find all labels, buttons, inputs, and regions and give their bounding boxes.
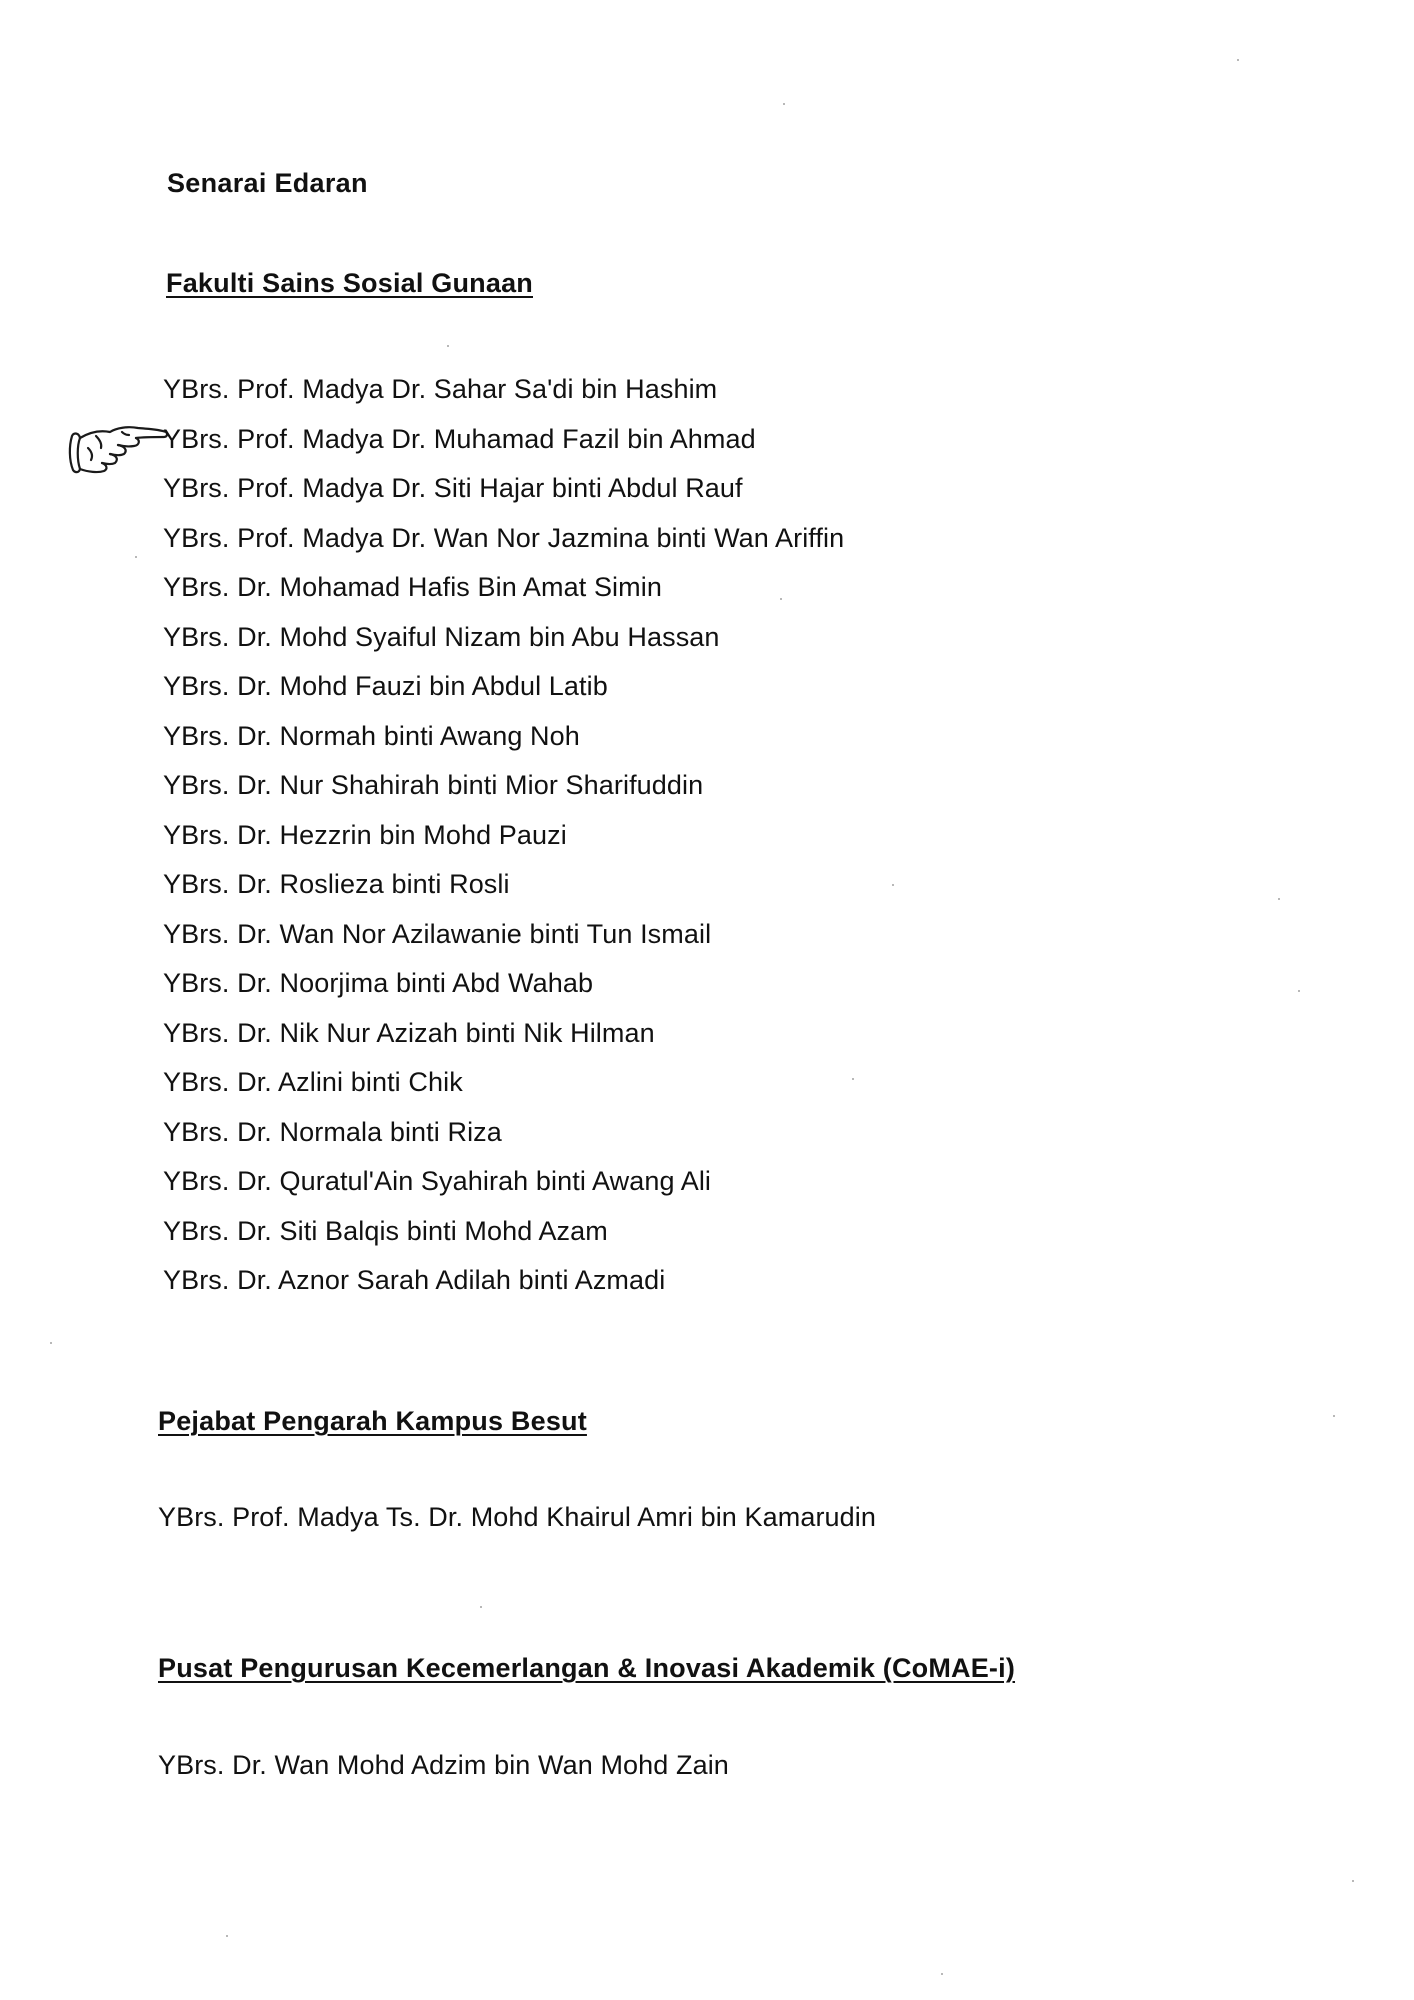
list-item: YBrs. Dr. Hezzrin bin Mohd Pauzi	[163, 819, 567, 850]
section-heading-fakulti: Fakulti Sains Sosial Gunaan	[166, 268, 533, 298]
list-item: YBrs. Dr. Mohamad Hafis Bin Amat Simin	[163, 572, 662, 602]
scan-speck	[892, 884, 894, 886]
list-item: YBrs. Dr. Wan Nor Azilawanie binti Tun Ismail	[163, 918, 712, 949]
scan-speck	[780, 598, 782, 600]
list-item: YBrs. Dr. Noorjima binti Abd Wahab	[163, 968, 594, 998]
scan-speck	[480, 1606, 482, 1608]
scan-speck	[1352, 1880, 1354, 1882]
list-item: YBrs. Dr. Normala binti Riza	[163, 1116, 502, 1147]
scan-speck	[1333, 1415, 1335, 1417]
list-item: YBrs. Dr. Wan Mohd Adzim bin Wan Mohd Zain	[158, 1750, 729, 1780]
pointing-hand-icon	[66, 420, 170, 482]
scan-speck	[1298, 990, 1300, 992]
scan-speck	[447, 345, 449, 347]
section-heading-pejabat: Pejabat Pengarah Kampus Besut	[158, 1406, 587, 1436]
list-item: YBrs. Dr. Mohd Fauzi bin Abdul Latib	[163, 671, 608, 701]
list-item: YBrs. Prof. Madya Dr. Siti Hajar binti Abdul Rauf	[163, 473, 743, 503]
list-item: YBrs. Dr. Nik Nur Azizah binti Nik Hilman	[163, 1017, 655, 1048]
scan-speck	[783, 103, 785, 105]
list-item: YBrs. Prof. Madya Dr. Wan Nor Jazmina binti Wan Ariffin	[163, 522, 845, 553]
list-item: YBrs. Dr. Mohd Syaiful Nizam bin Abu Hassan	[163, 621, 720, 652]
scan-speck	[1278, 898, 1280, 900]
scan-speck	[1237, 59, 1239, 61]
list-item: YBrs. Dr. Roslieza binti Rosli	[163, 869, 510, 899]
list-item: YBrs. Prof. Madya Dr. Muhamad Fazil bin Ahmad	[163, 423, 756, 454]
list-item: YBrs. Dr. Quratul'Ain Syahirah binti Awang Ali	[163, 1166, 712, 1196]
scan-speck	[226, 1935, 228, 1937]
list-item: YBrs. Dr. Siti Balqis binti Mohd Azam	[163, 1215, 608, 1246]
list-item: YBrs. Dr. Azlini binti Chik	[163, 1067, 463, 1097]
section-heading-pusat: Pusat Pengurusan Kecemerlangan & Inovasi Akademik (CoMAE-i)	[158, 1653, 1016, 1683]
list-item: YBrs. Prof. Madya Ts. Dr. Mohd Khairul Amri bin Kamarudin	[158, 1502, 876, 1532]
scan-speck	[852, 1078, 854, 1080]
fakulti-name-list	[163, 365, 844, 1306]
list-item: YBrs. Dr. Normah binti Awang Noh	[163, 720, 580, 751]
scan-speck	[941, 1973, 943, 1975]
document-title: Senarai Edaran	[167, 168, 368, 198]
list-item: YBrs. Prof. Madya Dr. Sahar Sa'di bin Hashim	[163, 374, 718, 404]
list-item: YBrs. Dr. Nur Shahirah binti Mior Sharifuddin	[163, 770, 704, 800]
scan-speck	[50, 1342, 52, 1344]
list-item: YBrs. Dr. Aznor Sarah Adilah binti Azmadi	[163, 1265, 666, 1295]
scan-speck	[135, 556, 137, 558]
